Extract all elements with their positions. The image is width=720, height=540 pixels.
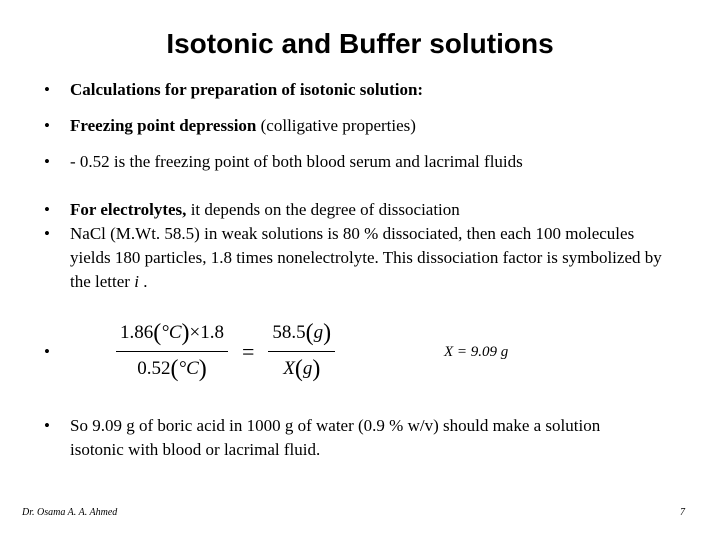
bullet-text: So 9.09 g of boric acid in 1000 g of water (0.9 % w/v) should make a solution isotonic with blood or lacrimal fluid. [70, 416, 601, 459]
equation [116, 320, 335, 383]
bullet-dot: • [44, 416, 50, 435]
bullet-end-text: . [138, 272, 148, 291]
equation-result: X = 9.09 g [444, 344, 509, 360]
bullet-dot: • [44, 200, 50, 219]
right-denominator: X(g) [283, 356, 321, 382]
bullet-text [70, 222, 662, 294]
eq-unit: g [302, 358, 313, 379]
left-fraction [116, 320, 228, 383]
equation-row [44, 320, 684, 390]
eq-unit: °C [178, 358, 199, 379]
eq-term: ×1.8 [189, 322, 224, 343]
right-fraction [268, 320, 335, 383]
left-denominator: 0.52(°C) [137, 356, 207, 382]
bullet-text: Calculations for preparation of isotonic solution: [70, 80, 424, 99]
eq-term: 58.5 [272, 322, 306, 343]
equals-sign: = [242, 338, 255, 364]
bullet-bold-text: For electrolytes, [70, 200, 187, 219]
bullet-bold-text: Freezing point depression [70, 116, 257, 135]
bullet-text: - 0.52 is the freezing point of both blood serum and lacrimal fluids [70, 152, 523, 171]
dissociation-factor-symbol: i [134, 272, 139, 291]
bullet-dot: • [44, 342, 50, 361]
footer-author: Dr. Osama A. A. Ahmed [22, 507, 118, 518]
bullet-dot: • [44, 116, 50, 135]
slide-title: Isotonic and Buffer solutions [166, 28, 554, 59]
bullet-rest-text: NaCl (M.Wt. 58.5) in weak solutions is 80 % dissociated, then each 100 molecules yields 180 particles, 1.8 times nonelectrolyte. This dissociation factor is symbolized by the letter [70, 224, 662, 291]
bullet-rest-text: it depends on the degree of dissociation [186, 200, 460, 219]
eq-unit: °C [161, 322, 182, 343]
eq-term: X [283, 358, 295, 379]
page-number: 7 [680, 507, 685, 518]
bullet-text [70, 198, 670, 222]
bullet-rest-text: (colligative properties) [256, 116, 416, 135]
bullet-dot: • [44, 224, 50, 243]
left-numerator: 1.86(°C)×1.8 [116, 320, 228, 352]
bullet-text [70, 114, 670, 138]
bullet-dot: • [44, 152, 50, 171]
eq-term: 0.52 [137, 358, 171, 379]
eq-term: 1.86 [120, 322, 154, 343]
bullet-dot: • [44, 80, 50, 99]
right-numerator: 58.5(g) [268, 320, 335, 352]
eq-unit: g [313, 322, 324, 343]
